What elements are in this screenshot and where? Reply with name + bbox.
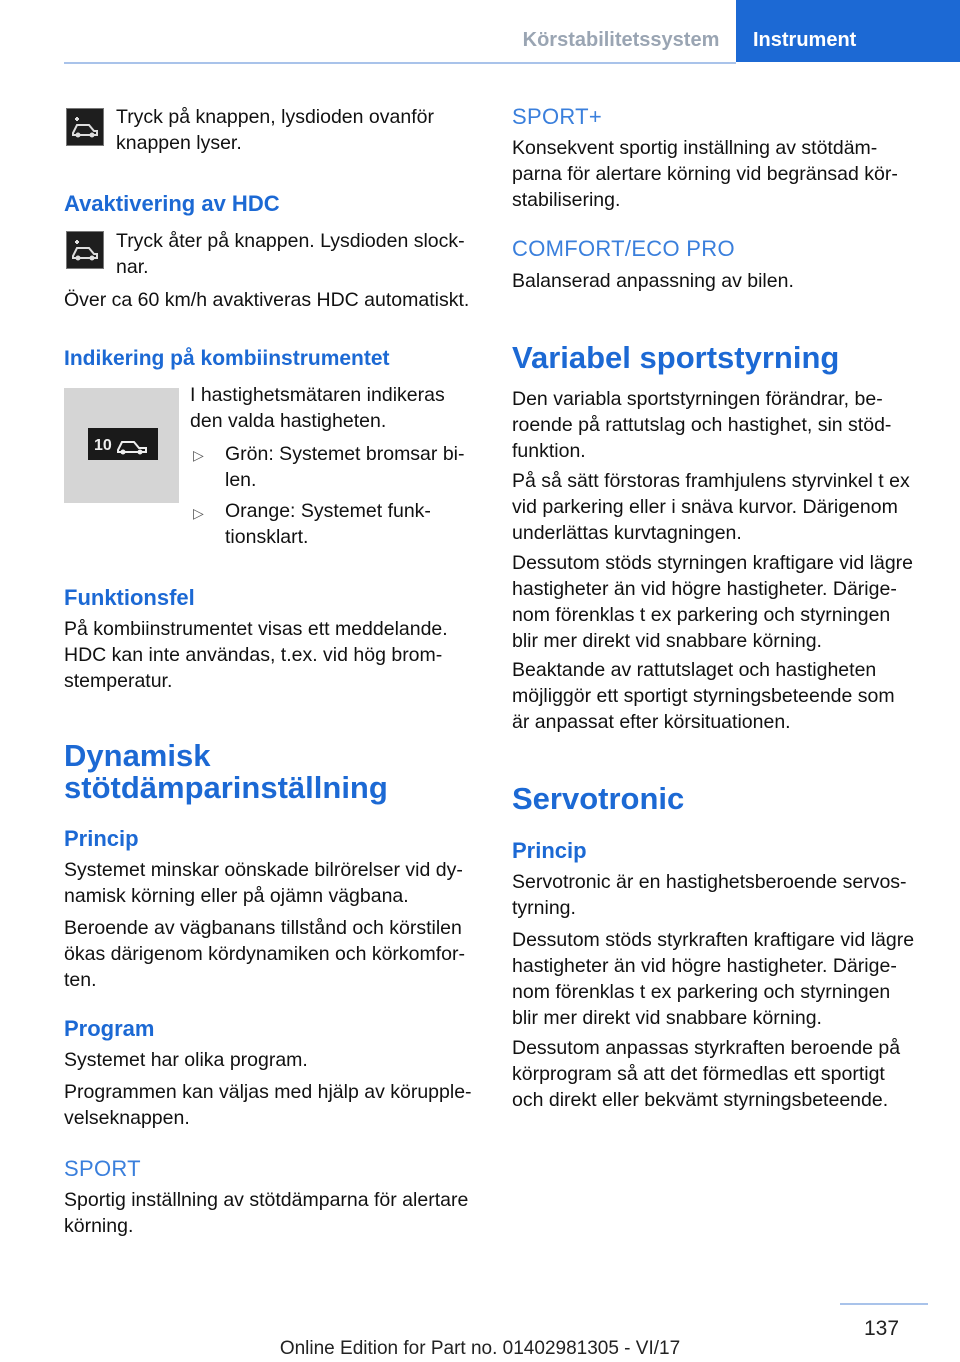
triangle-bullet-icon: ▷ xyxy=(193,447,204,463)
heading-dynamic-damper: Dynamisk stötdämparinställning xyxy=(64,738,388,805)
text-program-1: Systemet har olika program. xyxy=(64,1049,308,1071)
heading-principle: Princip xyxy=(64,826,139,851)
heading-indication: Indikering på kombiinstrumentet xyxy=(64,347,390,370)
text-servotronic-1: Servotronic är en hastighetsberoende servos‐ tyrning. xyxy=(512,871,907,919)
text-speedometer: I hastighetsmätaren indikeras den valda hastigheten. xyxy=(190,384,445,432)
display-speed-number: 10 xyxy=(94,437,112,454)
text-malfunction: På kombiinstrumentet visas ett meddelande. HDC kan inte användas, t.ex. vid hög brom‐ stemperatur. xyxy=(64,618,448,692)
footer-rule xyxy=(840,1303,928,1305)
text-steering-2: På så sätt förstoras framhjulens styrvinkel t ex vid parkering eller i snäva kurvor. Därigenom underlättas kurvtagningen. xyxy=(512,470,910,544)
heading-program: Program xyxy=(64,1016,155,1041)
text-servotronic-2: Dessutom stöds styrkraften kraftigare vid lägre hastigheter än vid högre hastigheter. Därige‐ nom förenklas t ex parkering och styrningen blir mer direkt vid snabbare körning. xyxy=(512,929,915,1029)
text-principle-2: Beroende av vägbanans tillstånd och körstilen ökas därigenom kördynamiken och körkomfor‐ ten. xyxy=(64,917,466,991)
hdc-button-icon xyxy=(66,108,104,146)
text-sport: Sportig inställning av stötdämparna för alertare körning. xyxy=(64,1189,469,1237)
heading-malfunction: Funktionsfel xyxy=(64,585,195,610)
text-comfort: Balanserad anpassning av bilen. xyxy=(512,270,794,292)
heading-variable-steering: Variabel sportstyrning xyxy=(512,340,840,375)
heading-sport-plus: SPORT+ xyxy=(512,104,603,129)
text-steering-4: Beaktande av rattutslaget och hastigheten möjliggör ett sportigt styrningsbeteende som är anpassat efter körsituationen. xyxy=(512,659,895,733)
list-item: Orange: Systemet funk‐ tionsklart. xyxy=(225,500,431,548)
edition-note: Online Edition for Part no. 01402981305 - VI/17 xyxy=(279,1338,681,1359)
text-steering-3: Dessutom stöds styrningen kraftigare vid lägre hastigheter än vid högre hastigheter. Därige‐ nom förenklas t ex parkering och styrningen blir mer direkt vid snabbare körning. xyxy=(512,552,914,652)
text-program-2: Programmen kan väljas med hjälp av körupple‐ velseknappen. xyxy=(64,1081,472,1129)
text-principle-1: Systemet minskar oönskade bilrörelser vid dy‐ namisk körning eller på ojämn vägbana. xyxy=(64,859,463,907)
heading-comfort-eco-pro: COMFORT/ECO PRO xyxy=(512,236,735,261)
text-sport-plus: Konsekvent sportig inställning av stötdäm‐ parna för alertare körning vid begränsad kör‐ stabilisering. xyxy=(512,137,898,211)
header-rule xyxy=(64,62,736,64)
text-auto-deactivate: Över ca 60 km/h avaktiveras HDC automatiskt. xyxy=(64,289,470,311)
hdc-button-icon xyxy=(66,231,104,269)
chapter-tab: Instrument xyxy=(736,0,960,62)
triangle-bullet-icon: ▷ xyxy=(193,505,204,521)
text-press-again: Tryck åter på knappen. Lysdioden slock‐ nar. xyxy=(116,230,465,278)
heading-principle: Princip xyxy=(512,838,587,863)
heading-sport: SPORT xyxy=(64,1156,141,1181)
text-press-button: Tryck på knappen, lysdioden ovanför knappen lyser. xyxy=(116,106,434,154)
text-servotronic-3: Dessutom anpassas styrkraften beroende på körprogram så att det förmedlas ett sportigt och direkt eller bekvämt styrningsbeteende. xyxy=(512,1037,901,1111)
hdc-display-icon xyxy=(64,388,179,503)
section-title: Körstabilitetssystem xyxy=(522,29,720,51)
list-item: Grön: Systemet bromsar bi‐ len. xyxy=(225,443,465,491)
heading-servotronic: Servotronic xyxy=(512,781,685,816)
page-header xyxy=(0,0,960,64)
heading-deactivation: Avaktivering av HDC xyxy=(64,191,280,216)
text-steering-1: Den variabla sportstyrningen förändrar, be‐ roende på rattutslag och hastighet, sin stöd‐ funktion. xyxy=(512,388,892,462)
page-number: 137 xyxy=(864,1317,900,1340)
